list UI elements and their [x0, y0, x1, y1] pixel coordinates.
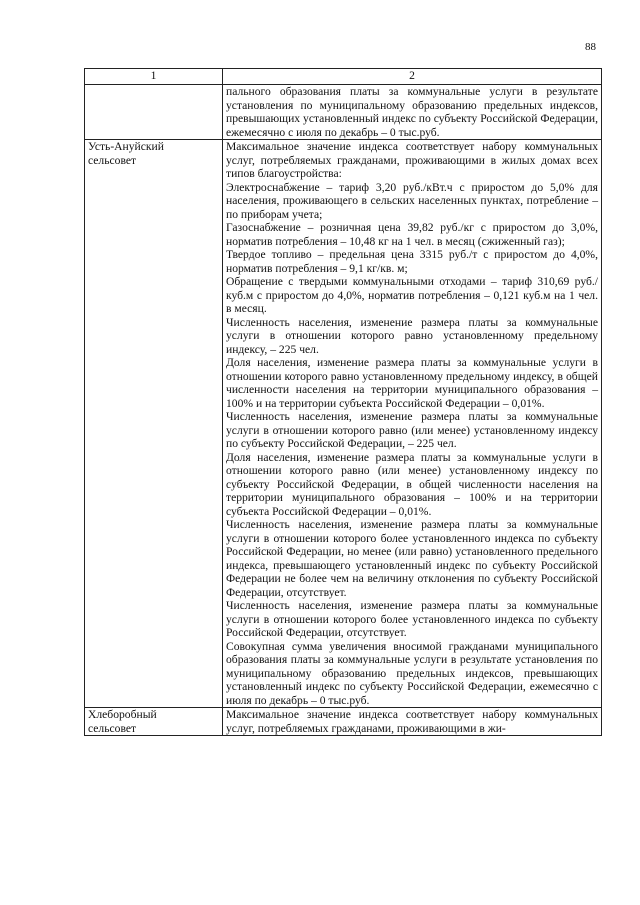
description-paragraph: пального образования платы за коммунальные услуги в результате установления по муниципальному образованию предельных индексов, превышающих установленный индекс по субъекту Российской Федерации, ежемесячно с июля по декабрь – 0 тыс.руб. — [226, 85, 598, 139]
description-paragraph: Доля населения, изменение размера платы за коммунальные услуги в отношении которого равно установленному предельному индексу, в общей численности населения на территории муниципального образования – 100% и на территории субъекта Российской Федерации – 0,01%. — [226, 356, 598, 410]
description-cell — [223, 85, 602, 140]
document-table — [84, 68, 602, 736]
municipality-name-cell — [85, 140, 223, 708]
description-paragraph: Доля населения, изменение размера платы за коммунальные услуги в отношении которого равно (или менее) установленному индексу по субъекту Российской Федерации, в общей численности населения на территории муниципального образования – 100% и на территории субъекта Российской Федерации – 0,01%. — [226, 450, 598, 518]
column-header-1: 1 — [85, 69, 223, 85]
description-paragraph: Численность населения, изменение размера платы за коммунальные услуги в отношении которого более установленного индекса по субъекту Российской Федерации, отсутствует. — [226, 599, 598, 639]
description-paragraph: Твердое топливо – предельная цена 3315 руб./т с приростом до 4,0%, норматив потребления – 9,1 кг/кв. м; — [226, 248, 598, 275]
description-paragraph: Численность населения, изменение размера платы за коммунальные услуги в отношении которого более установленного индекса по субъекту Российской Федерации, но менее (или равно) установленного предельного индекса, превышающего установленный индекс по субъекту Российской Федерации не более чем на величину отклонения по субъекту Российской Федерации, отсутствует. — [226, 518, 598, 599]
table-row — [85, 85, 602, 140]
municipality-name-line: сельсовет — [88, 721, 137, 735]
table-header-row — [85, 69, 602, 85]
municipality-name-cell — [85, 85, 223, 140]
table-row — [85, 140, 602, 708]
description-paragraph: Газоснабжение – розничная цена 39,82 руб./кг с приростом до 3,0%, норматив потребления – 10,48 кг на 1 чел. в месяц (сжиженный газ); — [226, 221, 598, 248]
municipality-name-cell — [85, 708, 223, 736]
description-paragraph: Численность населения, изменение размера платы за коммунальные услуги в отношении которого равно установленному предельному индексу, – 225 чел. — [226, 315, 598, 356]
description-cell — [223, 708, 602, 736]
municipality-name-line: сельсовет — [88, 153, 137, 167]
description-cell — [223, 140, 602, 708]
description-paragraph: Совокупная сумма увеличения вносимой гражданами муниципального образования платы за коммунальные услуги в результате установления по муниципальному образованию предельных индексов, превышающих установленный индекс по субъекту Российской Федерации, ежемесячно с июля по декабрь – 0 тыс.руб. — [226, 639, 598, 707]
description-paragraph: Электроснабжение – тариф 3,20 руб./кВт.ч с приростом до 5,0% для населения, проживающего в сельских населенных пунктах, потребление – по приборам учета; — [226, 180, 598, 221]
description-paragraph: Максимальное значение индекса соответствует набору коммунальных услуг, потребляемых гражданами, проживающими в жилых домах всех типов благоустройства: — [226, 140, 598, 180]
column-header-2: 2 — [223, 69, 602, 85]
description-paragraph: Численность населения, изменение размера платы за коммунальные услуги в отношении которого равно (или менее) установленному индексу по субъекту Российской Федерации, – 225 чел. — [226, 410, 598, 450]
municipality-name-line: Хлеборобный — [88, 708, 157, 721]
description-paragraph: Обращение с твердыми коммунальными отходами – тариф 310,69 руб./куб.м с приростом до 4,0%, норматив потребления – 0,121 куб.м на 1 чел. в месяц. — [226, 275, 598, 315]
table-row — [85, 708, 602, 736]
municipality-name-line: Усть-Ануйский — [88, 140, 164, 153]
page-number: 88 — [585, 41, 596, 53]
table-body — [85, 85, 602, 736]
description-paragraph: Максимальное значение индекса соответствует набору коммунальных услуг, потребляемых гражданами, проживающими в жи- — [226, 708, 598, 735]
